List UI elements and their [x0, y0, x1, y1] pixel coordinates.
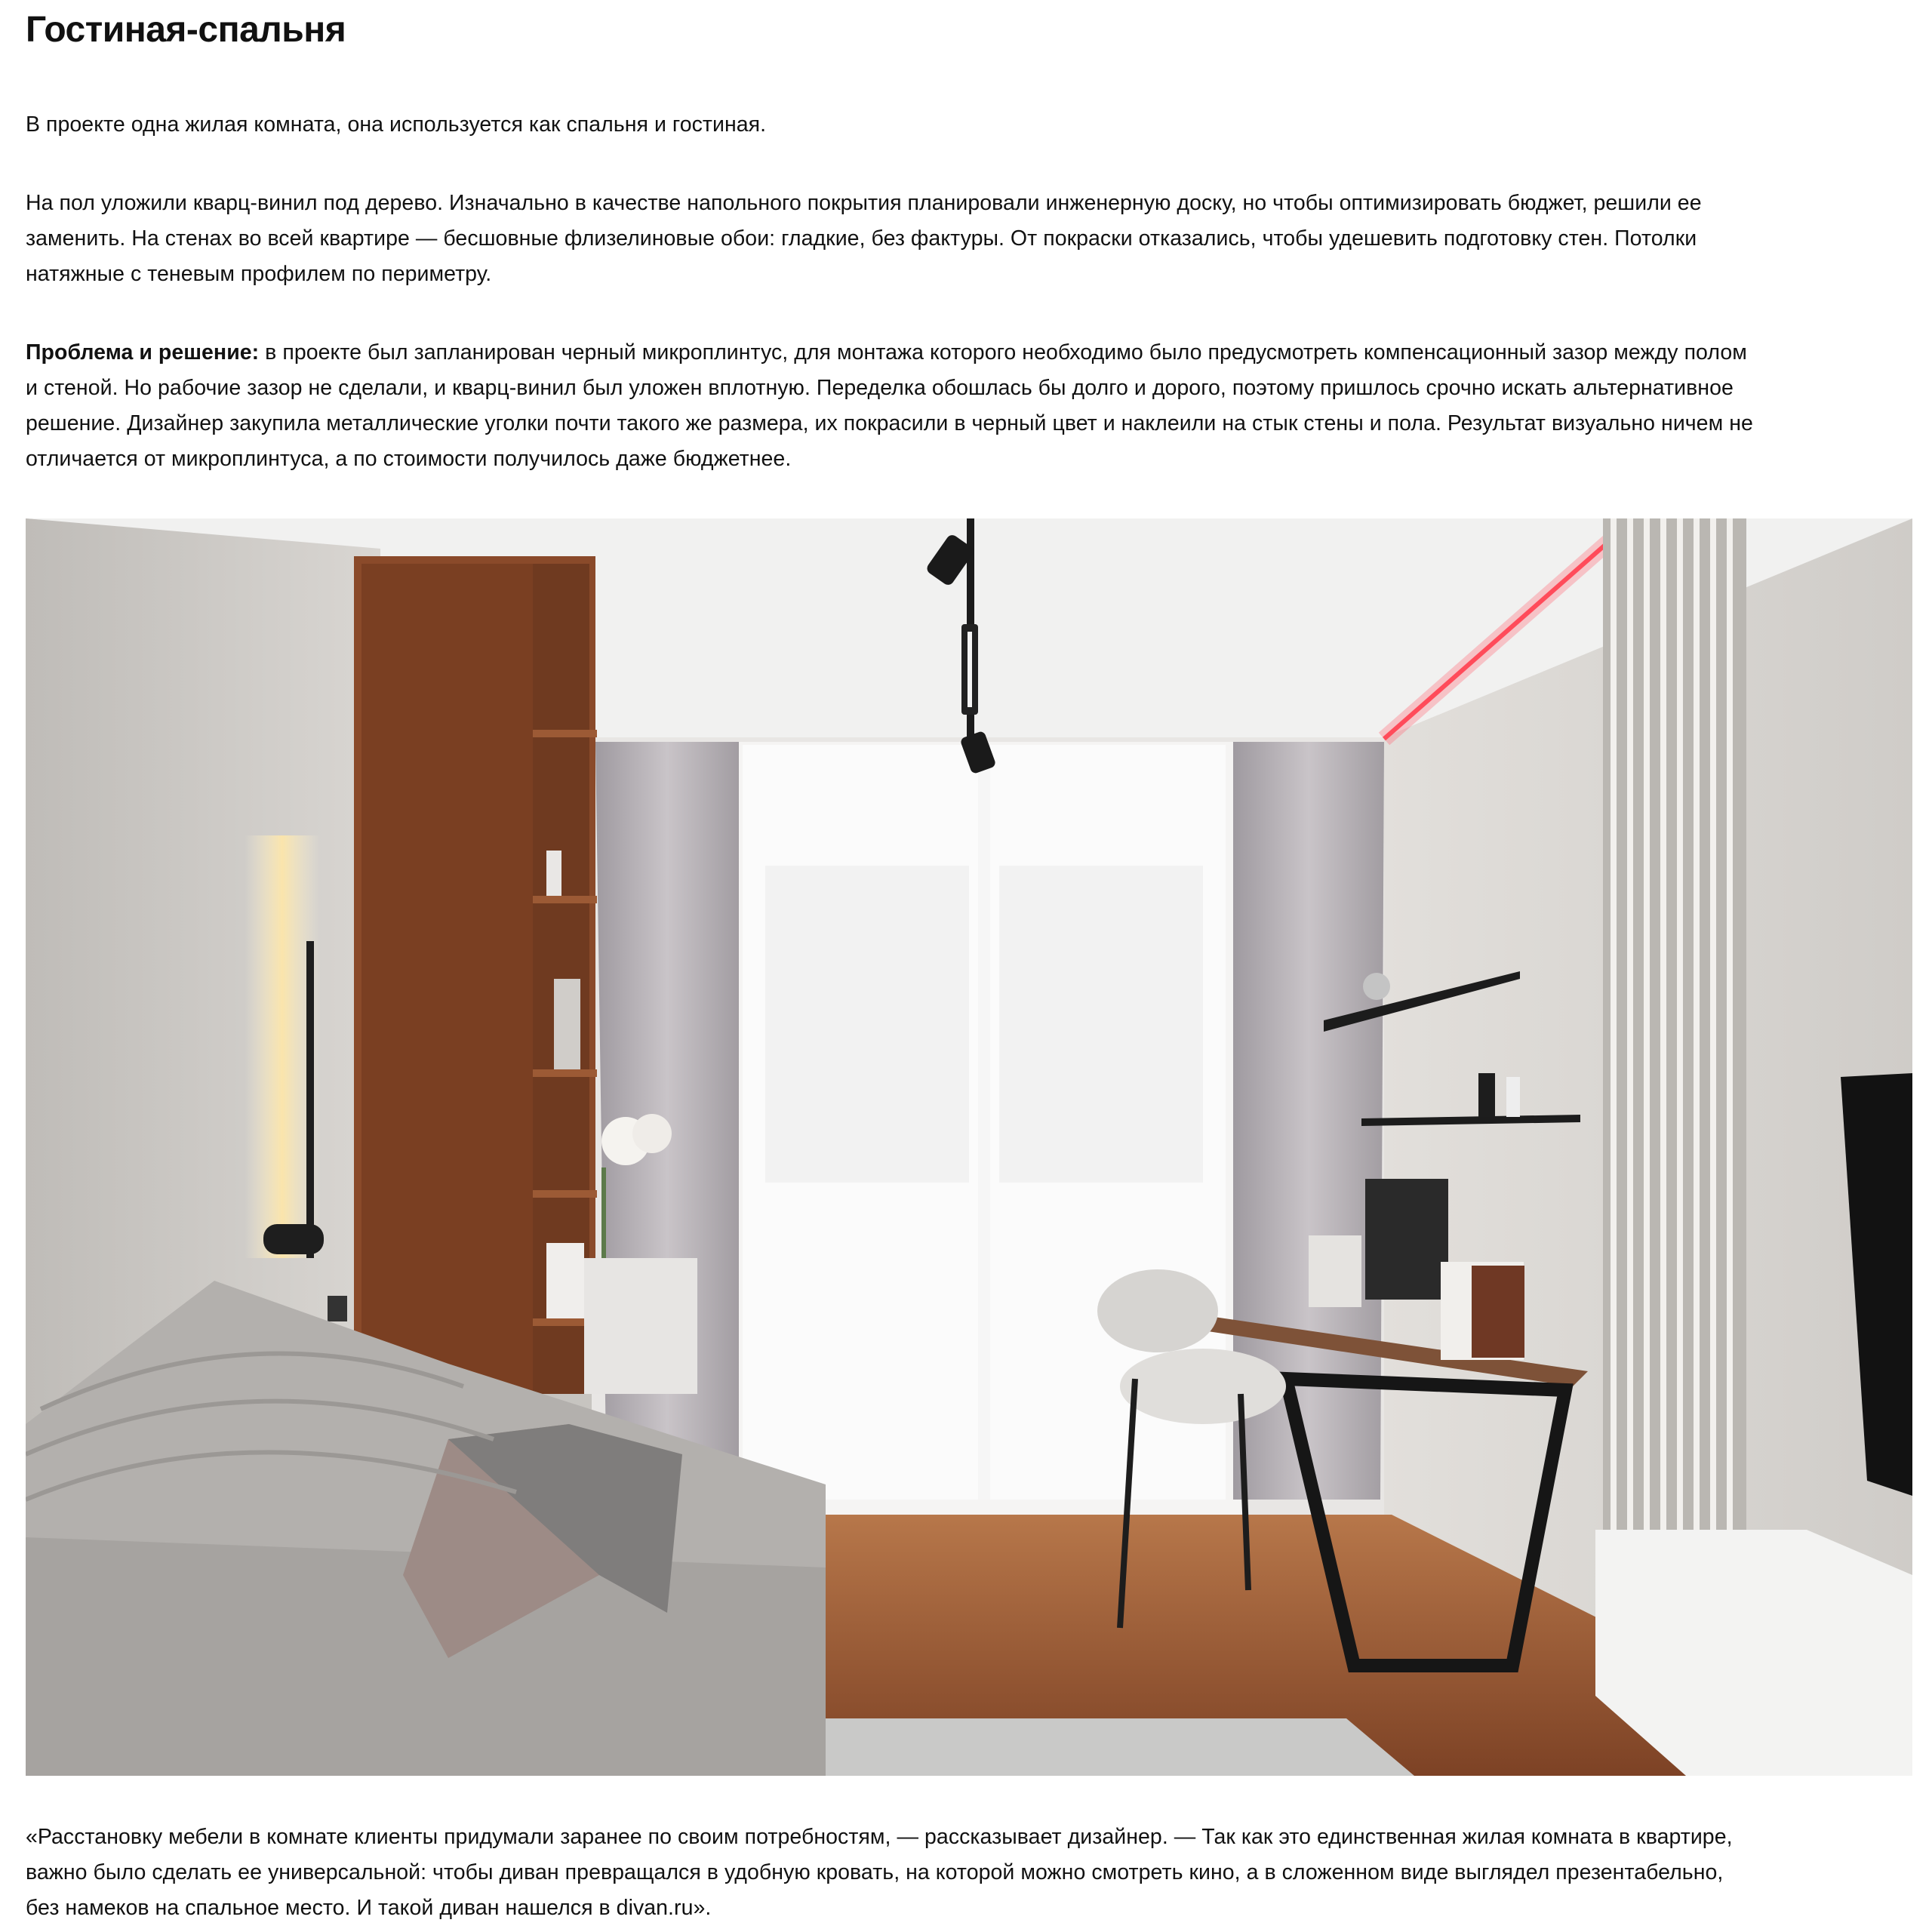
- vase: [1478, 1073, 1495, 1117]
- text-line: без намеков на спальное место. И такой диван нашелся в divan.ru».: [26, 1896, 712, 1920]
- text-line: В проекте одна жилая комната, она используется как спальня и гостиная.: [26, 112, 767, 137]
- speaker-side: [1472, 1266, 1524, 1358]
- text-line: отличается от микроплинтуса, а по стоимости получилось даже бюджетнее.: [26, 447, 792, 471]
- text-line: На пол уложили кварц-винил под дерево. Изначально в качестве напольного покрытия планировали инженерную доску, но чтобы оптимизировать бюджет, решили ее: [26, 191, 1702, 215]
- chair-back: [1097, 1269, 1218, 1352]
- wood-panel: [361, 564, 550, 1394]
- text-line: важно было сделать ее универсальной: чтобы диван превращался в удобную кровать, на которой можно смотреть кино, а в сложенном виде выглядел презентабельно,: [26, 1860, 1724, 1884]
- mushroom-lamp: [1363, 973, 1390, 1000]
- paragraph-intro: [26, 107, 1927, 143]
- paragraph-problem-solution: [26, 335, 1927, 477]
- flower-stem: [601, 1168, 606, 1258]
- sconce-bar: [306, 941, 314, 1258]
- book: [554, 979, 580, 1069]
- text-line: заменить. На стенах во всей квартире — бесшовные флизелиновые обои: гладкие, без фактуры. От покраски отказались, чтобы удешевить подготовку стен. Потолки: [26, 226, 1697, 251]
- cabinet: [584, 1258, 697, 1394]
- paragraph-materials: [26, 186, 1927, 292]
- text-line: «Расстановку мебели в комнате клиенты придумали заранее по своим потребностям, — рассказывает дизайнер. — Так как это единственная жилая комната в квартире,: [26, 1825, 1733, 1849]
- monitor: [1365, 1179, 1448, 1300]
- sconce-base: [263, 1224, 324, 1254]
- text-line: натяжные с теневым профилем по периметру.: [26, 262, 492, 286]
- wall-socket: [328, 1296, 347, 1321]
- text-line: [26, 335, 1927, 371]
- vase: [1506, 1077, 1520, 1117]
- text-line: и стеной. Но рабочие зазор не сделали, и кварц-винил был уложен вплотную. Переделка обошлась бы долго и дорого, поэтому пришлось срочно искать альтернативное: [26, 376, 1734, 400]
- spotlight-diffuser: [968, 632, 972, 707]
- rug: [750, 1718, 1414, 1776]
- shelf: [533, 1190, 597, 1198]
- shelf: [533, 896, 597, 903]
- text-line: решение. Дизайнер закупила металлические уголки почти такого же размера, их покрасили в черный цвет и наклеили на стык стены и пола. Результат визуально ничем не: [26, 411, 1753, 435]
- text-span: в проекте был запланирован черный микроплинтус, для монтажа которого необходимо было предусмотреть компенсационный зазор между полом: [259, 340, 1747, 365]
- page-title: Гостиная-спальня: [26, 10, 346, 50]
- shelf: [533, 1069, 597, 1077]
- paragraph-designer-quote: [26, 1820, 1927, 1926]
- decor-item: [546, 851, 561, 896]
- interior-photo: [26, 518, 1912, 1776]
- book: [546, 1243, 584, 1318]
- bold-lead: Проблема и решение:: [26, 340, 260, 365]
- shelf: [533, 730, 597, 737]
- slat-panel: [1603, 518, 1746, 1537]
- speaker: [1309, 1235, 1361, 1307]
- flowers: [632, 1114, 672, 1153]
- chair-seat: [1120, 1349, 1286, 1424]
